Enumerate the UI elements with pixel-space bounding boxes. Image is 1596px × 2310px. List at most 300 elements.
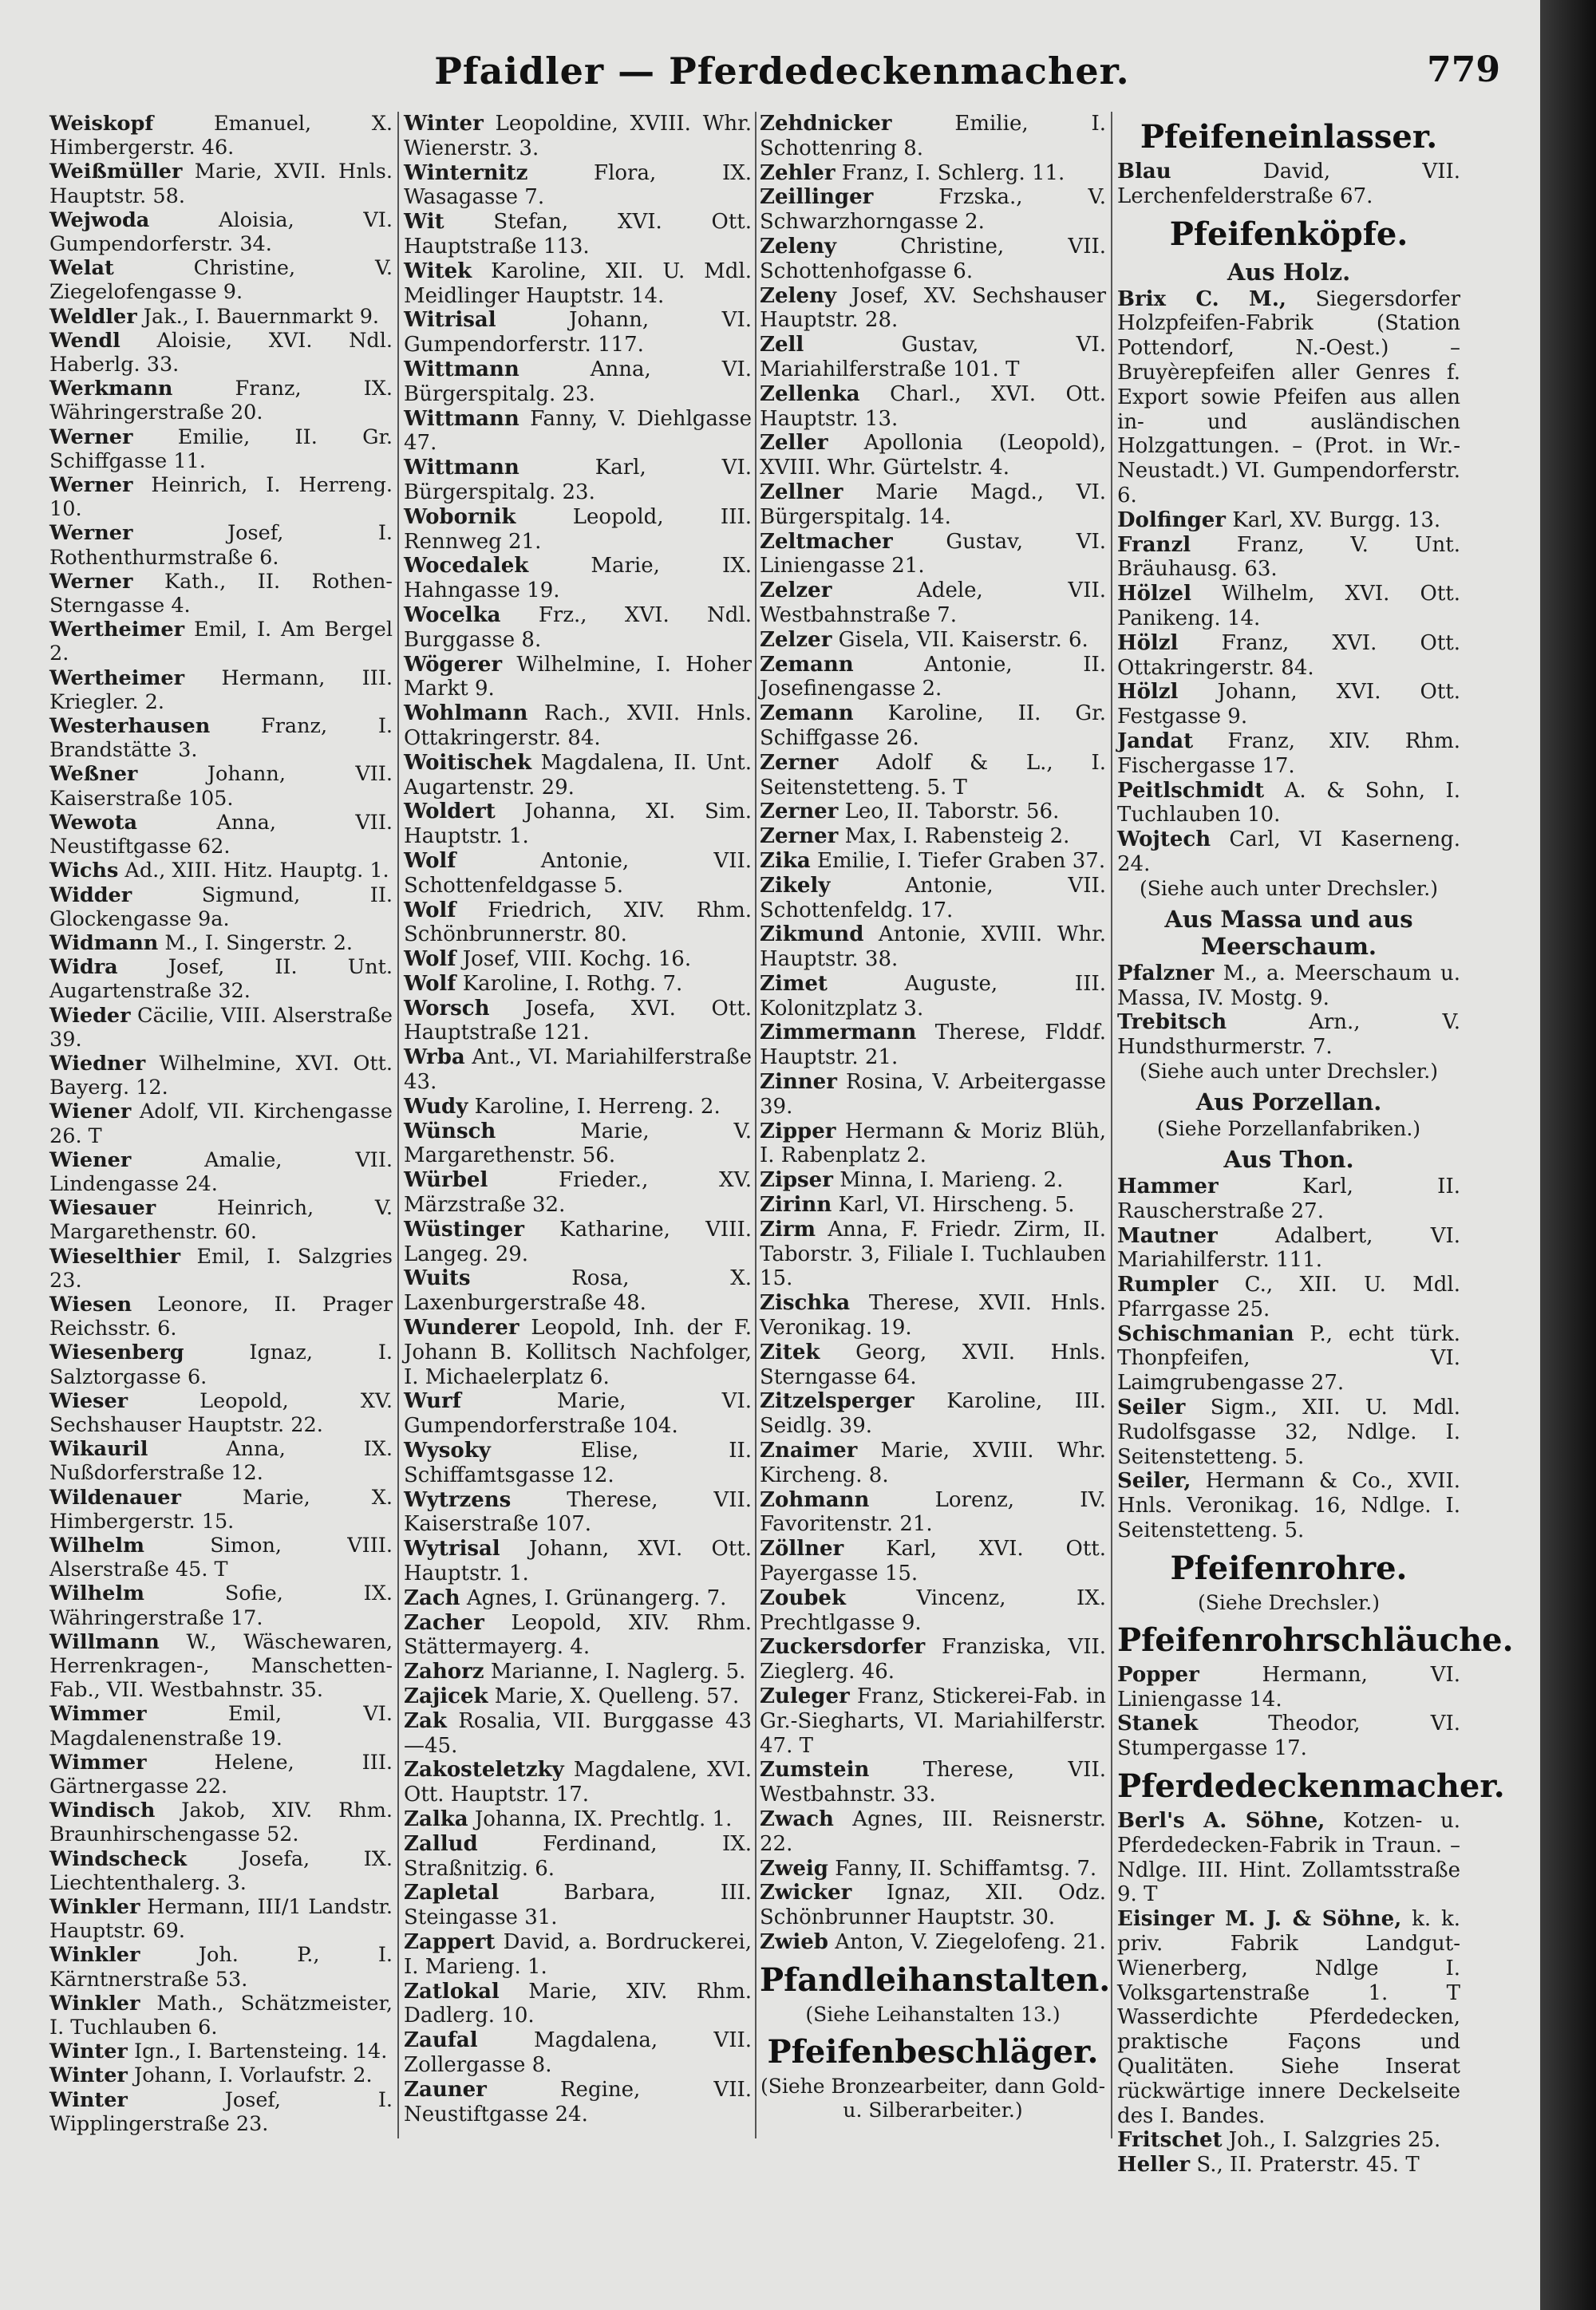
directory-entry bbox=[404, 1930, 752, 1980]
entry-name: Zumstein bbox=[760, 1758, 870, 1783]
directory-entry bbox=[49, 1847, 393, 1895]
directory-entry bbox=[760, 1635, 1106, 1684]
entry-name: Wiesauer bbox=[49, 1196, 156, 1221]
directory-entry bbox=[49, 1196, 393, 1244]
entry-details: Frzska., V. Schwarzhorngasse 2. bbox=[760, 185, 1106, 235]
entry-details: Josef, VIII. Kochg. 16. bbox=[462, 947, 692, 972]
entry-name: Zimet bbox=[760, 971, 828, 996]
directory-entry bbox=[760, 185, 1106, 235]
directory-entry bbox=[1117, 287, 1460, 508]
directory-entry bbox=[49, 208, 393, 256]
entry-details: Leopold, XV. Sechshauser Hauptstr. 22. bbox=[49, 1388, 393, 1437]
entry-details: Marie, X. Himbergerstr. 15. bbox=[49, 1485, 393, 1534]
entry-name: Wunderer bbox=[404, 1316, 519, 1341]
directory-entry bbox=[49, 473, 393, 521]
entry-details: Heinrich, I. Herreng. 10. bbox=[49, 473, 393, 522]
entry-name: Seiler bbox=[1117, 1396, 1186, 1420]
directory-entry bbox=[760, 161, 1106, 186]
directory-entry bbox=[49, 112, 393, 160]
entry-details: David, a. Bordruckerei, I. Marieng. 1. bbox=[404, 1929, 752, 1979]
entry-details: Johann, XVI. Ott. Festgasse 9. bbox=[1117, 680, 1460, 729]
directory-entry bbox=[49, 714, 393, 762]
directory-entry bbox=[1117, 1224, 1460, 1273]
directory-entry bbox=[760, 284, 1106, 334]
entry-details: Ad., XIII. Hitz. Hauptg. 1. bbox=[124, 859, 389, 883]
entry-name: Wiener bbox=[49, 1147, 132, 1172]
entry-name: Zipper bbox=[760, 1119, 836, 1143]
entry-name: Stanek bbox=[1117, 1712, 1199, 1736]
entry-name: Peitlschmidt bbox=[1117, 778, 1265, 803]
entry-name: Mautner bbox=[1117, 1223, 1218, 1248]
entry-name: Zell bbox=[760, 333, 804, 357]
entry-details: Karoline, I. Herreng. 2. bbox=[474, 1094, 721, 1119]
section-heading: Pfeifeneinlasser. bbox=[1140, 118, 1438, 156]
entry-name: Zoubek bbox=[760, 1585, 846, 1610]
directory-entry bbox=[49, 1293, 393, 1341]
entry-details: Johann, VI. Gumpendorferstr. 117. bbox=[404, 308, 752, 357]
directory-entry bbox=[760, 1807, 1106, 1857]
directory-entry bbox=[49, 1702, 393, 1750]
entry-details: Gisela, VII. Kaiserstr. 6. bbox=[838, 627, 1088, 652]
entry-name: Wocedalek bbox=[404, 554, 529, 578]
directory-entry bbox=[404, 1218, 752, 1267]
entry-details: Josef, XV. Sechshauser Hauptstr. 28. bbox=[760, 283, 1106, 333]
column-divider bbox=[397, 112, 399, 2138]
entry-details: S., II. Praterstr. 45. T bbox=[1196, 2153, 1420, 2178]
directory-entry bbox=[404, 554, 752, 603]
directory-entry bbox=[760, 112, 1106, 161]
entry-name: Westerhausen bbox=[49, 714, 211, 739]
cross-reference-note: (Siehe Drechsler.) bbox=[1198, 1590, 1380, 1614]
entry-details: Auguste, III. Kolonitzplatz 3. bbox=[760, 971, 1106, 1021]
directory-entry bbox=[1117, 779, 1460, 828]
entry-name: Popper bbox=[1117, 1662, 1199, 1687]
entry-details: Arn., V. Hundsthurmerstr. 7. bbox=[1117, 1010, 1460, 1060]
directory-entry bbox=[760, 235, 1106, 284]
directory-entry bbox=[760, 1537, 1106, 1586]
directory-entry bbox=[404, 112, 752, 161]
directory-entry bbox=[404, 1832, 752, 1882]
entry-details: Antonie, VII. Schottenfeldgasse 5. bbox=[404, 848, 752, 898]
directory-entry bbox=[49, 1341, 393, 1388]
directory-entry bbox=[49, 1943, 393, 1991]
directory-entry bbox=[1117, 508, 1460, 533]
entry-details: Adele, VII. Westbahnstraße 7. bbox=[760, 578, 1107, 627]
directory-entry bbox=[49, 666, 393, 714]
entry-name: Winkler bbox=[49, 1943, 140, 1968]
entry-name: Zwicker bbox=[760, 1881, 852, 1905]
cross-reference-note: (Siehe auch unter Drechsler.) bbox=[1140, 1059, 1438, 1083]
entry-details: Hermann, III. Kriegler. 2. bbox=[49, 665, 393, 714]
entry-details: Apollonia (Leopold), XVIII. Whr. Gürtelstr. 4. bbox=[760, 431, 1107, 480]
directory-entry bbox=[1117, 1010, 1460, 1060]
entry-details: Johann, VII. Kaiserstraße 105. bbox=[49, 762, 393, 811]
entry-details: Theodor, VI. Stumpergasse 17. bbox=[1117, 1712, 1461, 1761]
entry-name: Zacher bbox=[404, 1610, 484, 1635]
directory-entry bbox=[49, 883, 393, 931]
directory-entry bbox=[1117, 1712, 1460, 1761]
entry-details: Charl., XVI. Ott. Hauptstr. 13. bbox=[760, 381, 1106, 431]
directory-entry bbox=[760, 1341, 1106, 1390]
entry-name: Zehdnicker bbox=[760, 112, 892, 136]
directory-entry bbox=[404, 210, 752, 259]
entry-name: Wojtech bbox=[1117, 827, 1211, 852]
directory-entry bbox=[49, 618, 393, 665]
directory-entry bbox=[404, 1980, 752, 2029]
entry-details: David, VII. Lerchenfelderstraße 67. bbox=[1117, 160, 1461, 208]
entry-details: Marianne, I. Naglerg. 5. bbox=[490, 1660, 746, 1684]
entry-name: Welat bbox=[49, 256, 114, 281]
entry-name: Wittmann bbox=[404, 357, 519, 381]
entry-details: Wilhelmine, I. Hoher Markt 9. bbox=[404, 652, 753, 701]
entry-name: Winter bbox=[49, 2063, 128, 2088]
section-heading: Pferdedeckenmacher. bbox=[1117, 1767, 1505, 1806]
entry-details: Fanny, II. Schiffamtsg. 7. bbox=[835, 1856, 1097, 1881]
directory-entry bbox=[49, 1486, 393, 1534]
entry-details: Math., Schätzmeister, I. Tuchlauben 6. bbox=[49, 1991, 393, 2040]
entry-details: Johann, XVI. Ott. Hauptstr. 1. bbox=[404, 1537, 752, 1586]
directory-entry bbox=[404, 1316, 752, 1389]
directory-entry bbox=[1117, 1907, 1460, 2128]
entry-details: Hermann, VI. Liniengasse 14. bbox=[1117, 1662, 1460, 1712]
directory-entry bbox=[49, 160, 393, 207]
directory-entry bbox=[760, 849, 1106, 874]
entry-details: Karl, II. Rauscherstraße 27. bbox=[1117, 1174, 1460, 1223]
directory-entry bbox=[404, 751, 752, 800]
entry-name: Wocelka bbox=[404, 602, 501, 627]
entry-name: Würbel bbox=[404, 1168, 488, 1193]
directory-entry bbox=[404, 1586, 752, 1611]
entry-name: Wilhelm bbox=[49, 1533, 144, 1558]
directory-entry bbox=[49, 1799, 393, 1846]
directory-entry bbox=[760, 1070, 1106, 1119]
directory-entry bbox=[404, 653, 752, 702]
entry-name: Zajicek bbox=[404, 1684, 488, 1708]
entry-name: Wögerer bbox=[404, 652, 503, 677]
entry-name: Schischmanian bbox=[1117, 1321, 1294, 1346]
directory-entry bbox=[1117, 1273, 1460, 1322]
page-title: Pfaidler — Pferdedeckenmacher. bbox=[434, 49, 1130, 93]
entry-name: Zika bbox=[760, 848, 811, 873]
entry-name: Wimmer bbox=[49, 1750, 147, 1775]
entry-details: Karoline, II. Gr. Schiffgasse 26. bbox=[760, 701, 1106, 750]
directory-entry bbox=[1117, 1469, 1460, 1542]
directory-entry bbox=[760, 1119, 1106, 1169]
entry-details: A. & Sohn, I. Tuchlauben 10. bbox=[1117, 778, 1461, 827]
entry-name: Weißmüller bbox=[49, 160, 183, 184]
entry-details: Frz., XVI. Ndl. Burggasse 8. bbox=[404, 602, 752, 652]
entry-details: Aloisia, VI. Gumpendorferstr. 34. bbox=[49, 207, 393, 257]
entry-details: Ign., I. Bartensteing. 14. bbox=[133, 2040, 388, 2064]
entry-name: Zikmund bbox=[760, 922, 864, 947]
directory-entry bbox=[49, 2063, 393, 2087]
directory-entry bbox=[404, 1266, 752, 1316]
entry-name: Windisch bbox=[49, 1799, 156, 1823]
entry-details: Anna, VI. Bürgerspitalg. 23. bbox=[404, 357, 752, 406]
entry-name: Blau bbox=[1117, 160, 1171, 184]
entry-details: Adalbert, VI. Mariahilferstr. 111. bbox=[1117, 1223, 1460, 1273]
entry-name: Zitek bbox=[760, 1340, 820, 1364]
cross-reference-note: (Siehe Leihanstalten 13.) bbox=[805, 2002, 1061, 2026]
directory-entry bbox=[760, 1218, 1106, 1291]
entry-details: Marie, XVII. Hnls. Hauptstr. 58. bbox=[49, 160, 393, 208]
entry-details: Hermann & Moriz Blüh, I. Rabenplatz 2. bbox=[760, 1119, 1107, 1168]
directory-entry bbox=[760, 701, 1106, 751]
entry-name: Zehler bbox=[760, 160, 836, 185]
entry-name: Winter bbox=[404, 112, 484, 136]
directory-entry bbox=[404, 997, 752, 1046]
entry-details: Franz, IX. Währingerstraße 20. bbox=[49, 377, 393, 425]
entry-name: Zeleny bbox=[760, 234, 836, 259]
entry-name: Winkler bbox=[49, 1991, 140, 2016]
entry-details: C., XII. U. Mdl. Pfarrgasse 25. bbox=[1117, 1273, 1460, 1321]
directory-entry bbox=[404, 505, 752, 555]
entry-name: Wolf bbox=[404, 898, 456, 922]
entry-details: Magdalena, II. Unt. Augartenstr. 29. bbox=[404, 750, 752, 800]
entry-name: Brix C. M., bbox=[1117, 286, 1286, 311]
entry-details: Jak., I. Bauernmarkt 9. bbox=[143, 304, 380, 329]
entry-details: Therese, XVII. Hnls. Veronikag. 19. bbox=[760, 1291, 1107, 1341]
directory-entry bbox=[49, 329, 393, 377]
entry-name: Seiler, bbox=[1117, 1469, 1191, 1494]
entry-name: Zeleny bbox=[760, 283, 836, 308]
directory-entry bbox=[760, 751, 1106, 800]
directory-entry bbox=[1117, 827, 1460, 877]
entry-name: Hölzl bbox=[1117, 630, 1179, 655]
entry-name: Zinner bbox=[760, 1070, 837, 1095]
entry-name: Wiesenberg bbox=[49, 1341, 184, 1365]
entry-name: Wrba bbox=[404, 1045, 465, 1070]
entry-details: Carl, VI Kaserneng. 24. bbox=[1117, 827, 1460, 876]
entry-details: Josefa, IX. Liechtenthalerg. 3. bbox=[49, 1846, 393, 1895]
page-header bbox=[48, 49, 1516, 105]
directory-entry bbox=[760, 382, 1106, 432]
section-heading: Pfeifenrohrschläuche. bbox=[1117, 1621, 1514, 1659]
directory-entry bbox=[760, 480, 1106, 530]
entry-name: Berl's A. Söhne, bbox=[1117, 1809, 1325, 1834]
entry-details: Marie, IX. Hahngasse 19. bbox=[404, 554, 753, 603]
entry-details: Antonie, XVIII. Whr. Hauptstr. 38. bbox=[760, 922, 1106, 972]
entry-details: Therese, VII. Westbahnstr. 33. bbox=[760, 1758, 1106, 1807]
entry-details: Adolf & L., I. Seitenstetteng. 5. T bbox=[760, 750, 1107, 800]
entry-details: Adolf, VII. Kirchengasse 26. T bbox=[49, 1100, 393, 1148]
entry-name: Wüstinger bbox=[404, 1217, 524, 1242]
entry-name: Zischka bbox=[760, 1291, 851, 1316]
entry-name: Wimmer bbox=[49, 1702, 147, 1727]
directory-entry bbox=[1117, 2128, 1460, 2153]
entry-details: Karl, XV. Burgg. 13. bbox=[1232, 507, 1441, 532]
entry-name: Zerner bbox=[760, 750, 839, 775]
directory-entry bbox=[49, 1992, 393, 2040]
directory-entry bbox=[760, 1930, 1106, 1955]
entry-name: Wejwoda bbox=[49, 207, 150, 232]
directory-entry bbox=[1117, 533, 1460, 582]
entry-details: Johanna, IX. Prechtlg. 1. bbox=[474, 1807, 733, 1831]
directory-entry bbox=[404, 1881, 752, 1930]
entry-details: Flora, IX. Wasagasse 7. bbox=[404, 160, 753, 210]
entry-details: Magdalena, VII. Zollergasse 8. bbox=[404, 2028, 752, 2077]
entry-name: Wiesen bbox=[49, 1292, 132, 1317]
directory-entry bbox=[760, 530, 1106, 579]
entry-name: Werner bbox=[49, 569, 133, 594]
directory-entry bbox=[404, 1758, 752, 1807]
entry-details: Leopold, XIV. Rhm. Stättermayerg. 4. bbox=[404, 1610, 753, 1660]
entry-details: Sofie, IX. Währingerstraße 17. bbox=[49, 1581, 393, 1630]
entry-name: Winter bbox=[49, 2087, 128, 2112]
entry-details: Rach., XVII. Hnls. Ottakringerstr. 84. bbox=[404, 701, 752, 750]
entry-name: Zikely bbox=[760, 873, 831, 898]
entry-name: Wolf bbox=[404, 848, 456, 873]
directory-entry bbox=[760, 1758, 1106, 1807]
entry-details: Aloisie, XVI. Ndl. Haberlg. 33. bbox=[49, 328, 393, 377]
entry-details: Ignaz, XII. Odz. Schönbrunner Hauptstr. 30. bbox=[760, 1881, 1106, 1930]
entry-details: Christine, VII. Schottenhofgasse 6. bbox=[760, 234, 1107, 283]
column-1 bbox=[49, 112, 393, 2136]
entry-details: Kath., II. Rothen-Sterngasse 4. bbox=[49, 569, 393, 618]
entry-details: Katharine, VIII. Langeg. 29. bbox=[404, 1217, 752, 1266]
directory-entry bbox=[1117, 1396, 1460, 1469]
entry-name: Zatlokal bbox=[404, 1979, 500, 2004]
entry-name: Werner bbox=[49, 521, 133, 546]
entry-name: Wytrisal bbox=[404, 1537, 500, 1562]
directory-entry bbox=[1117, 680, 1460, 729]
entry-details: Karl, VI. Bürgerspitalg. 23. bbox=[404, 456, 752, 504]
column-divider bbox=[755, 112, 757, 2138]
entry-name: Zöllner bbox=[760, 1537, 844, 1562]
entry-details: Josef, II. Unt. Augartenstraße 32. bbox=[49, 955, 393, 1004]
entry-name: Zach bbox=[404, 1585, 460, 1610]
entry-name: Zemann bbox=[760, 701, 854, 726]
entry-name: Zitzelsperger bbox=[760, 1389, 915, 1414]
directory-entry bbox=[404, 947, 752, 972]
entry-name: Worsch bbox=[404, 996, 490, 1021]
directory-entry bbox=[49, 859, 393, 883]
entry-name: Zaufal bbox=[404, 2028, 478, 2053]
entry-details: Marie Magd., VI. Bürgerspitalg. 14. bbox=[760, 480, 1106, 529]
cross-reference-note: (Siehe auch unter Drechsler.) bbox=[1140, 876, 1438, 900]
entry-details: Anna, IX. Nußdorferstraße 12. bbox=[49, 1437, 393, 1486]
directory-entry bbox=[49, 425, 393, 473]
section-heading: Pfeifenbeschläger. bbox=[767, 2032, 1099, 2071]
directory-entry bbox=[1117, 582, 1460, 631]
directory-entry bbox=[49, 931, 393, 955]
directory-entry bbox=[1117, 1175, 1460, 1224]
entry-details: Emilie, I. Schottenring 8. bbox=[760, 112, 1106, 160]
directory-entry bbox=[404, 1389, 752, 1439]
entry-name: Eisinger M. J. & Söhne, bbox=[1117, 1907, 1402, 1932]
entry-name: Pfalzner bbox=[1117, 961, 1215, 985]
entry-name: Wurf bbox=[404, 1389, 461, 1414]
column-3 bbox=[760, 112, 1111, 2122]
entry-details: Stefan, XVI. Ott. Hauptstraße 113. bbox=[404, 210, 753, 259]
entry-name: Zak bbox=[404, 1708, 447, 1733]
directory-entry bbox=[404, 161, 752, 211]
subsection-heading: Aus Holz. bbox=[1227, 258, 1351, 286]
directory-entry bbox=[760, 578, 1106, 628]
entry-details: Karoline, III. Seidlg. 39. bbox=[760, 1389, 1107, 1439]
entry-name: Zuleger bbox=[760, 1684, 850, 1708]
directory-entry bbox=[404, 1168, 752, 1218]
directory-entry bbox=[404, 259, 752, 309]
book-spine bbox=[1540, 0, 1596, 2310]
entry-details: Johanna, XI. Sim. Hauptstr. 1. bbox=[404, 800, 752, 849]
entry-name: Wysoky bbox=[404, 1439, 491, 1463]
directory-entry bbox=[760, 1586, 1106, 1636]
entry-name: Wewota bbox=[49, 810, 138, 835]
entry-details: Rosalia, VII. Burggasse 43—45. bbox=[404, 1708, 752, 1758]
directory-entry bbox=[49, 377, 393, 424]
entry-name: Zappert bbox=[404, 1929, 496, 1954]
section-heading: Pfeifenköpfe. bbox=[1169, 215, 1408, 253]
entry-details: Sigm., XII. U. Mdl. Rudolfsgasse 32, Ndlge. I. Seitenstetteng. 5. bbox=[1117, 1396, 1461, 1469]
entry-name: Zellner bbox=[760, 480, 843, 504]
directory-entry bbox=[49, 305, 393, 329]
directory-entry bbox=[760, 1291, 1106, 1341]
entry-details: Franz, Stickerei-Fab. in Gr.-Siegharts, VI. Mariahilferstr. 47. T bbox=[760, 1684, 1106, 1758]
entry-details: Leopoldine, XVIII. Whr. Wienerstr. 3. bbox=[404, 112, 752, 160]
entry-name: Jandat bbox=[1117, 729, 1194, 753]
entry-details: Emil, VI. Magdalenenstraße 19. bbox=[49, 1702, 393, 1751]
entry-name: Zipser bbox=[760, 1168, 833, 1193]
entry-name: Zapletal bbox=[404, 1881, 500, 1905]
directory-entry bbox=[1117, 1322, 1460, 1396]
entry-name: Hammer bbox=[1117, 1174, 1219, 1198]
entry-name: Zwach bbox=[760, 1807, 834, 1831]
directory-entry bbox=[1117, 1663, 1460, 1712]
section-heading: Pfandleihanstalten. bbox=[760, 1961, 1111, 1999]
directory-entry bbox=[404, 407, 752, 456]
entry-name: Wolf bbox=[404, 971, 456, 996]
entry-name: Widder bbox=[49, 883, 132, 907]
entry-name: Zeillinger bbox=[760, 185, 874, 210]
entry-name: Weßner bbox=[49, 762, 138, 787]
entry-name: Fritschet bbox=[1117, 2128, 1223, 2153]
entry-name: Znaimer bbox=[760, 1439, 858, 1463]
directory-entry bbox=[760, 972, 1106, 1021]
directory-entry bbox=[404, 1119, 752, 1169]
directory-entry bbox=[49, 1895, 393, 1943]
entry-details: Leopold, Inh. der F. Johann B. Kollitsch Nachfolger, I. Michaelerplatz 6. bbox=[404, 1316, 752, 1389]
entry-name: Rumpler bbox=[1117, 1273, 1219, 1297]
entry-name: Zeller bbox=[760, 431, 828, 456]
directory-entry bbox=[49, 1148, 393, 1196]
directory-entry bbox=[404, 357, 752, 407]
directory-entry bbox=[49, 1534, 393, 1581]
directory-entry bbox=[1117, 2153, 1460, 2178]
entry-name: Wieselthier bbox=[49, 1244, 181, 1269]
entry-name: Widra bbox=[49, 955, 118, 980]
entry-name: Hölzel bbox=[1117, 582, 1191, 606]
entry-details: k. k. priv. Fabrik Landgut-Wienerberg, Ndlge I. Volksgartenstraße 1. T Wasserdichte Pferdedecken, praktische Façons und Qualitäten. Siehe Inserat rückwärtige innere Deckelseite des I. Bandes. bbox=[1117, 1907, 1460, 2128]
directory-entry bbox=[404, 456, 752, 505]
entry-details: Siegersdorfer Holzpfeifen-Fabrik (Station Pottendorf, N.-Oest.) – Bruyèrepfeifen aller Genres f. Export sowie Pfeifen aus allen in- und ausländischen Holzgattungen. – (Prot. in Wr.-Neustadt.) VI. Gumpendorferstr. 6. bbox=[1117, 286, 1461, 507]
entry-details: Georg, XVII. Hnls. Sterngasse 64. bbox=[760, 1340, 1107, 1389]
directory-entry bbox=[49, 570, 393, 618]
entry-details: Leopold, III. Rennweg 21. bbox=[404, 504, 752, 554]
entry-name: Wohlmann bbox=[404, 701, 528, 726]
directory-entry bbox=[404, 1660, 752, 1684]
entry-details: Leo, II. Taborstr. 56. bbox=[844, 800, 1060, 824]
directory-entry bbox=[760, 1881, 1106, 1930]
directory-entry bbox=[760, 874, 1106, 923]
entry-name: Wertheimer bbox=[49, 618, 185, 642]
entry-details: Joh., I. Salzgries 25. bbox=[1228, 2128, 1441, 2153]
entry-name: Zimmermann bbox=[760, 1021, 917, 1045]
entry-details: Agnes, III. Reisnerstr. 22. bbox=[760, 1807, 1107, 1856]
entry-details: Amalie, VII. Lindengasse 24. bbox=[49, 1147, 393, 1196]
entry-name: Zerner bbox=[760, 800, 839, 824]
entry-name: Zuckersdorfer bbox=[760, 1635, 926, 1660]
